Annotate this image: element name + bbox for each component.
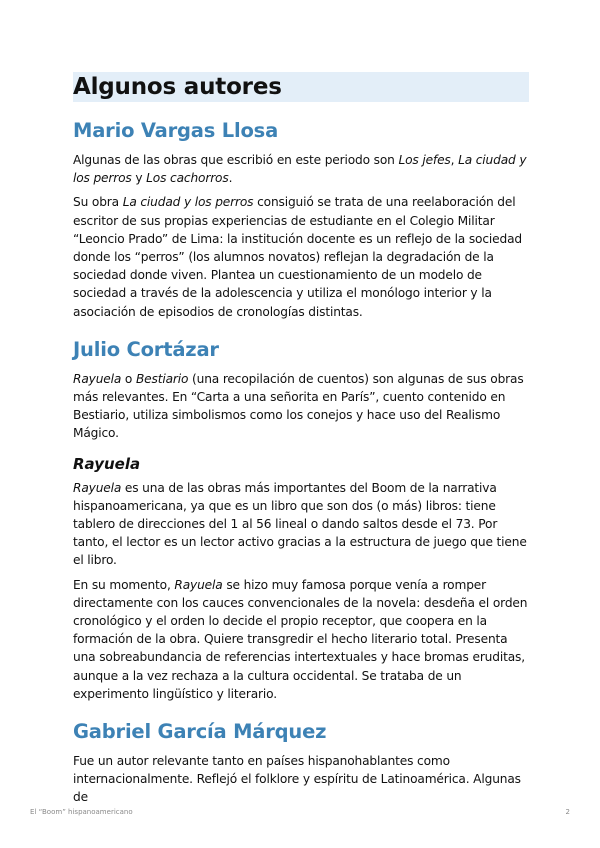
author-heading-garcia-marquez: Gabriel García Márquez <box>73 720 327 744</box>
paragraph <box>73 479 529 570</box>
italic-text: Rayuela <box>73 480 122 495</box>
section-title: Algunos autores <box>73 72 529 102</box>
page-content <box>73 72 529 813</box>
author-heading-cortazar: Julio Cortázar <box>73 337 219 361</box>
text: Su obra <box>73 195 123 210</box>
italic-text: La ciudad y los perros <box>73 153 527 186</box>
footer-page-number: 2 <box>565 808 570 816</box>
paragraph <box>73 370 529 443</box>
author-heading-vargas-llosa: Mario Vargas Llosa <box>73 119 279 142</box>
paragraph <box>73 576 529 703</box>
italic-text: Rayuela <box>174 577 223 592</box>
text: es una de las obras más importantes del Boom de la narrativa hispanoamericana, ya que es un libro que son dos (o más) libros: tiene tablero de direcciones del 1 al 56 lineal o dando saltos desde el 73. Por tanto, el lector es un lector activo gracias a la estructura de juego que tiene el libro. <box>73 480 527 568</box>
paragraph <box>73 151 529 187</box>
text: , <box>450 153 459 167</box>
text: Algunas de las obras que escribió en este periodo son <box>73 153 399 167</box>
text: se hizo muy famosa porque venía a romper directamente con los cauces convencionales de la novela: desdeña el orden cronológico y el orden lo decide el propio receptor, que coopera en la formación de la obra. Quiere transgredir el hecho literario total. Presenta una sobreabundancia de referencias intertextuales y hace bromas eruditas, aunque a la vez rechaza a la cultura occidental. Se trataba de un experimento lingüístico y literario. <box>73 577 528 701</box>
text: (una recopilación de cuentos) son algunas de sus obras más relevantes. En “Carta a una señorita en París”, cuento contenido en Bestiario, utiliza simbolismos como los conejos y hace uso del Realismo Mágico. <box>73 371 524 441</box>
text: consiguió se trata de una reelaboración del escritor de sus propias experiencias de estudiante en el Colegio Militar “Leoncio Prado” de Lima: la institución docente es un reflejo de la sociedad donde los “perros” (los alumnos novatos) reflejan la degradación de la sociedad donde viven. Plantea un cuestionamiento de un modelo de sociedad a través de la adolescencia y utiliza el monólogo interior y la asociación de episodios de cronologías distintas. <box>73 195 522 319</box>
subsection-heading-rayuela: Rayuela <box>73 454 141 473</box>
footer-document-title: El “Boom” hispanoamericano <box>30 808 133 816</box>
text: . <box>228 171 233 186</box>
paragraph <box>73 193 529 320</box>
italic-text: Los jefes <box>398 153 451 167</box>
paragraph <box>73 752 529 807</box>
italic-text: Los cachorros <box>146 171 229 186</box>
italic-text: Rayuela <box>73 371 122 386</box>
italic-text: La ciudad y los perros <box>122 195 254 210</box>
text: y <box>131 171 147 186</box>
text: o <box>121 371 136 386</box>
italic-text: Bestiario <box>135 371 189 386</box>
text: En su momento, <box>73 577 175 592</box>
text: Fue un autor relevante tanto en países hispanohablantes como internacionalmente. Reflejó el folklore y espíritu de Latinoamérica. Algunas de <box>73 754 521 805</box>
